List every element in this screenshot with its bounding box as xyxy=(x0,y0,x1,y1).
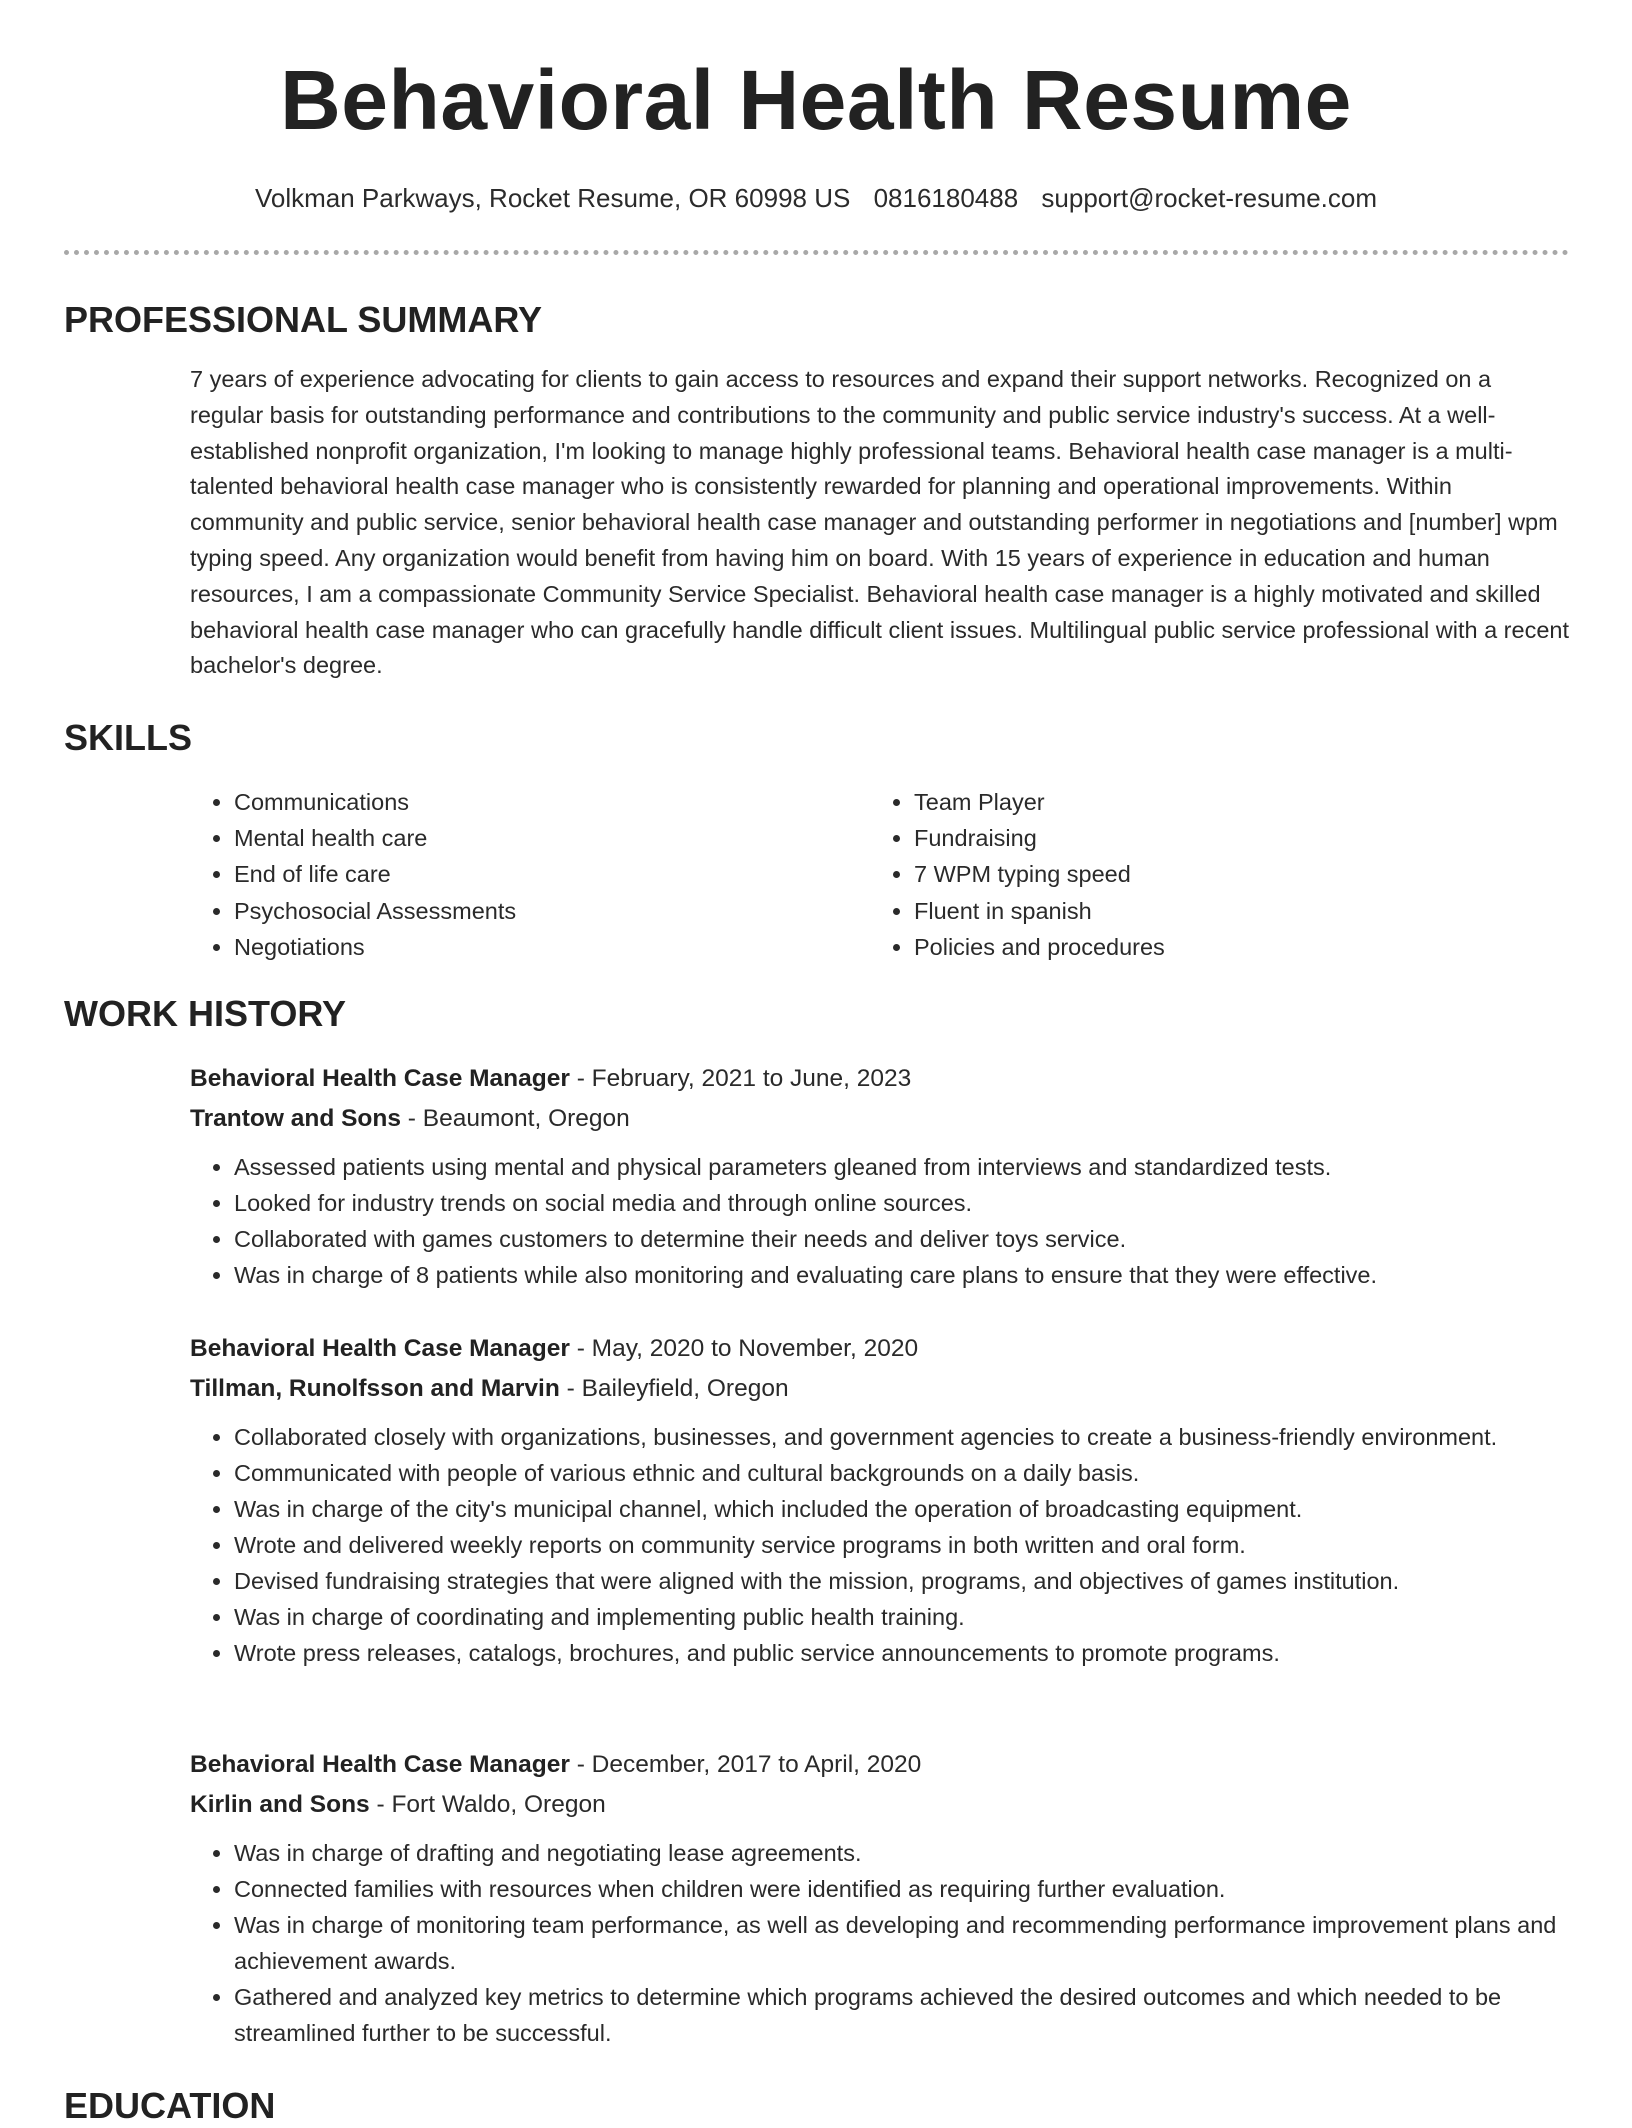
skill-item: • Mental health care xyxy=(234,820,870,856)
job-bullet: • Collaborated with games customers to determine their needs and deliver toys service. xyxy=(234,1221,1569,1257)
education-heading: EDUCATION xyxy=(64,2085,276,2126)
work-history-heading: WORK HISTORY xyxy=(64,993,347,1034)
job-bullet: • Was in charge of monitoring team performance, as well as developing and recommending performance improvement plans and achievement awards. xyxy=(234,1907,1569,1979)
job-bullet: • Communicated with people of various ethnic and cultural backgrounds on a daily basis. xyxy=(234,1455,1569,1491)
job-bullet: • Was in charge of drafting and negotiating lease agreements. xyxy=(234,1835,1569,1871)
job-bullet: • Connected families with resources when children were identified as requiring further evaluation. xyxy=(234,1871,1569,1907)
header-divider xyxy=(64,250,1569,255)
job-dates: - May, 2020 to November, 2020 xyxy=(569,1335,919,1362)
job-location: - Fort Waldo, Oregon xyxy=(369,1791,606,1818)
job-company-line xyxy=(190,1785,1569,1825)
job-title: Behavioral Health Case Manager xyxy=(190,1335,570,1362)
job-dates: - February, 2021 to June, 2023 xyxy=(569,1065,912,1092)
job-company: Trantow and Sons xyxy=(190,1105,401,1132)
job-location: - Baileyfield, Oregon xyxy=(559,1375,789,1402)
job-bullet: • Was in charge of 8 patients while also monitoring and evaluating care plans to ensure that they were effective. xyxy=(234,1257,1569,1293)
skill-item: • Fluent in spanish xyxy=(914,893,1550,929)
job-bullet: • Gathered and analyzed key metrics to determine which programs achieved the desired outcomes and which needed to be streamlined further to be successful. xyxy=(234,1979,1569,2051)
job-bullets xyxy=(190,1149,1569,1293)
job-bullet: • Assessed patients using mental and physical parameters gleaned from interviews and standardized tests. xyxy=(234,1149,1569,1185)
job-bullet: • Devised fundraising strategies that were aligned with the mission, programs, and objectives of games institution. xyxy=(234,1563,1569,1599)
job-bullet: • Collaborated closely with organizations, businesses, and government agencies to create a business-friendly environment. xyxy=(234,1419,1569,1455)
job-dates: - December, 2017 to April, 2020 xyxy=(569,1751,922,1778)
skill-item: • Fundraising xyxy=(914,820,1550,856)
skill-item: • End of life care xyxy=(234,856,870,892)
job-company-line xyxy=(190,1369,1569,1409)
job-title-line xyxy=(190,1059,1569,1099)
job-bullet: • Wrote press releases, catalogs, brochures, and public service announcements to promote programs. xyxy=(234,1635,1569,1671)
resume-title: Behavioral Health Resume xyxy=(280,53,1352,147)
job-title: Behavioral Health Case Manager xyxy=(190,1751,570,1778)
skills-list-right xyxy=(870,784,1550,965)
skills-columns xyxy=(190,784,1569,965)
job-bullet: • Wrote and delivered weekly reports on community service programs in both written and oral form. xyxy=(234,1527,1569,1563)
job-entry xyxy=(64,1059,1569,1293)
skills-heading: SKILLS xyxy=(64,717,193,758)
job-bullet: • Was in charge of the city's municipal channel, which included the operation of broadcasting equipment. xyxy=(234,1491,1569,1527)
skill-item: • 7 WPM typing speed xyxy=(914,856,1550,892)
job-company: Kirlin and Sons xyxy=(190,1791,370,1818)
job-location: - Beaumont, Oregon xyxy=(401,1105,630,1132)
skill-item: • Communications xyxy=(234,784,870,820)
skill-item: • Negotiations xyxy=(234,929,870,965)
job-entry xyxy=(64,1329,1569,1671)
skills-section xyxy=(64,716,1569,965)
contact-line xyxy=(0,182,1632,214)
contact-phone: 0816180488 xyxy=(873,183,1019,213)
job-company-line xyxy=(190,1099,1569,1139)
job-title-line xyxy=(190,1329,1569,1369)
job-bullet: • Was in charge of coordinating and implementing public health training. xyxy=(234,1599,1569,1635)
summary-heading: PROFESSIONAL SUMMARY xyxy=(64,299,543,340)
job-bullet: • Looked for industry trends on social media and through online sources. xyxy=(234,1185,1569,1221)
summary-text: 7 years of experience advocating for clients to gain access to resources and expand their support networks. Recognized on a regular basis for outstanding performance and contributions to the community and public service industry's success. At a well-established nonprofit organization, I'm looking to manage highly professional teams. Behavioral health case manager is a multi-talented behavioral health case manager who is consistently rewarded for planning and operational improvements. Within community and public service, senior behavioral health case manager and outstanding performer in negotiations and [number] wpm typing speed. Any organization would benefit from having him on board. With 15 years of experience in education and human resources, I am a compassionate Community Service Specialist. Behavioral health case manager is a highly motivated and skilled behavioral health case manager who can gracefully handle difficult client issues. Multilingual public service professional with a recent bachelor's degree. xyxy=(190,366,1569,679)
job-bullets xyxy=(190,1835,1569,2051)
job-bullets xyxy=(190,1419,1569,1671)
job-title: Behavioral Health Case Manager xyxy=(190,1065,570,1092)
skill-item: • Psychosocial Assessments xyxy=(234,893,870,929)
skill-item: • Policies and procedures xyxy=(914,929,1550,965)
summary-section xyxy=(64,298,1569,684)
work-history-section xyxy=(64,992,1569,1036)
contact-address: Volkman Parkways, Rocket Resume, OR 60998 US xyxy=(254,183,851,213)
skill-item: • Team Player xyxy=(914,784,1550,820)
skills-list-left xyxy=(190,784,870,965)
job-company: Tillman, Runolfsson and Marvin xyxy=(190,1375,560,1402)
job-title-line xyxy=(190,1745,1569,1785)
job-entry xyxy=(64,1745,1569,2051)
contact-email: support@rocket-resume.com xyxy=(1041,183,1378,213)
